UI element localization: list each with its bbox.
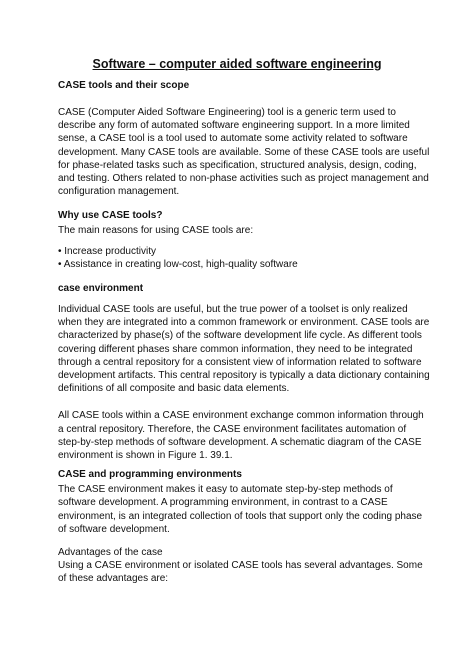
paragraph-advantages: Using a CASE environment or isolated CASE tools has several advantages. Some of these advantages are: <box>58 560 423 585</box>
reasons-list <box>58 245 430 271</box>
paragraph-case-definition: CASE (Computer Aided Software Engineering) tool is a generic term used to describe any form of automated software engineering support. In a more limited sense, a CASE tool is a tool used to automate some activity related to software development. Many CASE tools are available. Some of these CASE tools are useful for phase-related tasks such as specification, structured analysis, design, coding, and testing. Others related to non-phase activities such as project management and configuration management. <box>58 107 430 198</box>
document-title: Software – computer aided software engineering <box>92 57 382 71</box>
heading-advantages: Advantages of the case <box>58 547 163 559</box>
heading-case-programming: CASE and programming environments <box>58 469 242 481</box>
heading-why-use-case: Why use CASE tools? <box>58 210 163 222</box>
list-item: • Increase productivity <box>58 245 430 258</box>
list-item: • Assistance in creating low-cost, high-quality software <box>58 258 430 271</box>
document-body <box>58 78 430 586</box>
heading-case-environment: case environment <box>58 283 144 295</box>
paragraph-main-reasons: The main reasons for using CASE tools are: <box>58 225 254 237</box>
paragraph-environment-1: Individual CASE tools are useful, but the true power of a toolset is only realized when they are integrated into a common framework or environment. CASE tools are characterized by phase(s) of the software development life cycle. As different tools covering different phases share common information, they need to be integrated through a central repository for a consistent view of information related to software development artifacts. This central repository is typically a data dictionary containing definitions of all composite and basic data elements. <box>58 304 430 395</box>
heading-case-tools-scope: CASE tools and their scope <box>58 80 190 91</box>
paragraph-environment-2: All CASE tools within a CASE environment exchange common information through a central repository. Therefore, the CASE environment facilitates automation of step-by-step methods of software development. A schematic diagram of the CASE environment is shown in Figure 1. 39.1. <box>58 410 424 462</box>
paragraph-programming: The CASE environment makes it easy to automate step-by-step methods of software development. A programming environment, in contrast to a CASE environment, is an integrated collection of tools that support only the coding phase of software development. <box>58 484 423 535</box>
